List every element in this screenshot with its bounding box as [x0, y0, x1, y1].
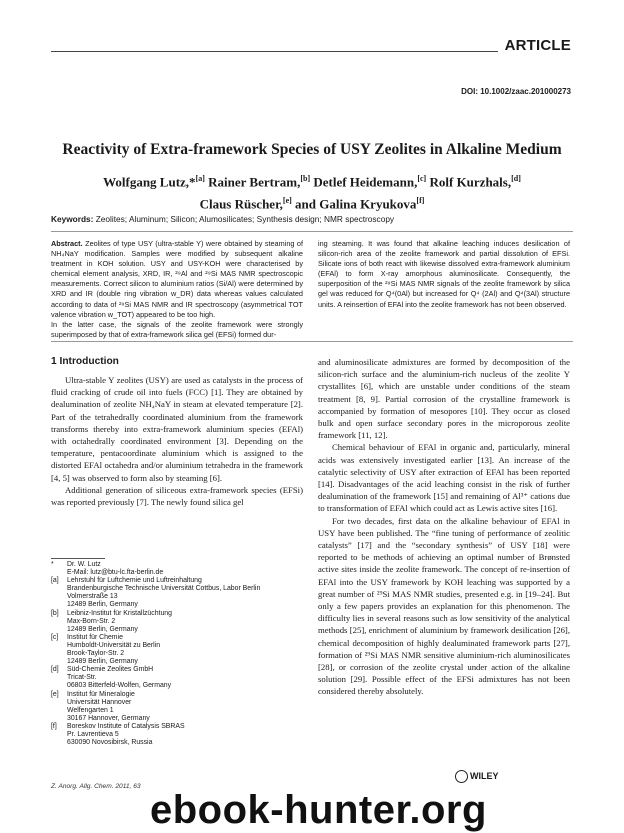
- affiliation-mark: [c]: [417, 174, 427, 183]
- footnote-entry: [51, 634, 303, 666]
- footnote-line: Brook-Taylor-Str. 2: [67, 650, 125, 658]
- footnote-line: 30167 Hannover, Germany: [67, 714, 150, 722]
- wiley-logo-icon: [455, 770, 468, 783]
- abstract-label: Abstract.: [51, 239, 83, 248]
- affiliation-mark: [d]: [511, 174, 521, 183]
- footnote-mark: [c]: [51, 633, 59, 641]
- abstract-paragraph: [51, 239, 303, 320]
- journal-footer: Z. Anorg. Allg. Chem. 2011, 63: [51, 783, 141, 790]
- body-left-column: [51, 374, 303, 508]
- author-name: and Galina Kryukova: [295, 196, 417, 212]
- publisher-logo: [455, 770, 499, 783]
- footnote-line: Volmerstraße 13: [67, 593, 118, 601]
- footnote-line: Institut für Mineralogie: [67, 690, 135, 698]
- footnote-mark: [d]: [51, 666, 59, 674]
- keywords: [51, 214, 573, 224]
- keywords-label: Keywords:: [51, 214, 94, 224]
- footnote-text: [67, 577, 303, 609]
- article-title: Reactivity of Extra-framework Species of USY Zeolites in Alkaline Medium: [62, 141, 562, 158]
- footnote-line: Leibniz-Institut für Kristallzüchtung: [67, 609, 172, 617]
- affiliation-mark: [e]: [282, 196, 292, 206]
- publisher-name: WILEY: [470, 770, 499, 781]
- section-heading: 1 Introduction: [51, 356, 119, 367]
- author-name: Rolf Kurzhals,: [429, 174, 512, 190]
- affiliation-mark: [a]: [195, 174, 205, 183]
- footnote-line: Dr. W. Lutz: [67, 561, 101, 568]
- body-paragraph: Ultra-stable Y zeolites (USY) are used as catalysts in the process of fluid cracking of crude oil into fuels (FCC) [1]. They are obtained by dealumination of zeolite NH₄NaY in steam at elevated temperature [2]. Part of the tetrahedrally coordinated aluminium from the framework transforms thereby into extra-framework aluminium species (EFAl) with octahedrally coordinated environment [3]. Depending on the temperature, pentacoordinate aluminium which is assigned to the distorted EFAl octahedra and/or aluminium tetrahedra in the framework [4, 5] was observed to form also by steaming [6].: [51, 375, 303, 483]
- footnote-entry: [51, 691, 303, 723]
- footnote-mark: [f]: [51, 722, 57, 730]
- footnote-entry: [51, 666, 303, 690]
- author-name: Detlef Heidemann,: [313, 174, 418, 190]
- author-name: Wolfgang Lutz,*: [103, 174, 196, 190]
- footnote-text: [67, 691, 303, 723]
- author-line-1: [40, 169, 584, 191]
- abstract-text: Zeolites of type USY (ultra-stable Y) were obtained by steaming of NH₄NaY modification. Samples were modified by subsequent alkaline treatment in KOH solution. USY and USY-KOH were characterised by chemical element analysis, XRD, IR, ²⁹Al and ²⁹Si MAS NMR spectroscopic measurements. Correct silicon to aluminium ratios (Si/Al) were determined by XRD and IR (double ring vibration w_DR) data whereas values calculated according to data of ²⁹Si MAS NMR and IR spectroscopy (asymmetrical TOT valence vibration w_TOT) appeared to be too high.: [51, 239, 303, 319]
- footnote-mark: [e]: [51, 690, 59, 698]
- footnote-line: Süd-Chemie Zeolites GmbH: [67, 666, 154, 674]
- footnote-line: Lehrstuhl für Luftchemie und Luftreinhaltung: [67, 577, 202, 585]
- abstract-paragraph: In the latter case, the signals of the zeolite framework were strongly superimposed by that of extra-framework silica gel (EFSi) formed dur-: [51, 319, 303, 339]
- footnote-line: Institut für Chemie: [67, 633, 123, 641]
- affiliation-mark: [b]: [300, 174, 311, 183]
- footnote-line: 12489 Berlin, Germany: [67, 658, 138, 666]
- abstract-paragraph: ing steaming. It was found that alkaline leaching induces desilication of silicon-rich area of the zeolite framework and partial dissolution of EFSi. Silicate ions of both react with likewise dissolved extra-framework aluminium (EFAl) to form X-ray amorphous aluminosilicate. Consequently, the superposition of the ²⁹Si MAS NMR signals of the zeolite framework by silica gel was reduced for Q⁴(0Al) but increased for Q⁴ (2Al) and Q⁴(3Al) structure units. A reinsertion of EFAl into the zeolite framework has not been observed.: [318, 239, 570, 309]
- footnote-line: Tricat-Str.: [67, 674, 97, 682]
- body-right-column: [318, 356, 570, 698]
- footnote-text: [67, 610, 303, 634]
- footnote-line: Max-Born-Str. 2: [67, 617, 116, 625]
- doi-text[interactable]: DOI: 10.1002/zaac.201000273: [461, 87, 571, 96]
- footnote-text: [67, 666, 303, 690]
- footnote-mark: [a]: [51, 577, 59, 585]
- footnote-line: Boreskov Institute of Catalysis SBRAS: [67, 722, 185, 730]
- footnote-line: Universität Hannover: [67, 698, 132, 706]
- footnote-line: Pr. Lavrentieva 5: [67, 730, 119, 738]
- abstract-right-column: [318, 239, 570, 310]
- footnote-mark: [b]: [51, 609, 59, 617]
- affiliation-mark: [f]: [416, 196, 425, 206]
- body-paragraph: and aluminosilicate admixtures are formed by decomposition of the silicon-rich surface and the aluminium-rich nucleus of the zeolite Y crystallites [6], which are unstable under conditions of the steam treatment [8, 9]. Partial corrosion of the crystalline framework is accompanied by formation of mesopores [10]. They occur as closed bulk and open surface secondary pores in the microporous zeolite framework [11, 12].: [318, 357, 570, 441]
- keywords-text: Zeolites; Aluminum; Silicon; Alumosilicates; Synthesis design; NMR spectroscopy: [95, 214, 395, 224]
- footnote-line: 630090 Novosibirsk, Russia: [67, 739, 153, 747]
- watermark: ebook-hunter.org: [150, 788, 487, 832]
- footnote-rule: [51, 558, 105, 559]
- footnote-text: [67, 634, 303, 666]
- affiliation-footnotes: [51, 561, 303, 747]
- abstract-top-rule: [51, 231, 573, 232]
- abstract-bottom-rule: [51, 341, 573, 342]
- footnote-line: Humboldt-Universität zu Berlin: [67, 641, 161, 649]
- footnote-mark: *: [51, 561, 54, 568]
- footnote-text: [67, 723, 303, 747]
- footnote-entry: [51, 610, 303, 634]
- author-name: Rainer Bertram,: [208, 174, 301, 190]
- author-name: Claus Rüscher,: [199, 196, 283, 212]
- footnote-entry: [51, 561, 303, 577]
- author-list: [40, 169, 584, 214]
- body-paragraph: Additional generation of siliceous extra-framework species (EFSi) was reported previously [7]. The newly found silica gel: [51, 484, 303, 508]
- footnote-entry: [51, 723, 303, 747]
- article-label: ARTICLE: [504, 37, 571, 54]
- author-line-2: [40, 191, 584, 213]
- footnote-text: [67, 561, 303, 577]
- footnote-entry: [51, 577, 303, 609]
- footnote-line: Brandenburgische Technische Universität Cottbus, Labor Berlin: [67, 585, 261, 593]
- footnote-line[interactable]: E-Mail: lutz@btu-lc.fta-berlin.de: [67, 569, 164, 577]
- footnote-line: 06803 Bitterfeld-Wolfen, Germany: [67, 682, 172, 690]
- body-paragraph: For two decades, first data on the alkaline behaviour of EFAl in USY have been published. The “fine tuning of performance of zeolitic catalysts” [17] and the “secondary synthesis” of USY [18] were reported to be methods of achieving an optimal number of Brønsted active sites inside the zeolite framework. The concept of re-insertion of EFAl into the USY framework by KOH leaching was supported by a great number of ²⁹Si MAS NMR studies, presented e.g. in [19–24]. But only a few papers provides an explanation for this phenomenon. The difficulty lies in several reasons such as low sensitivity of the analytical methods [25], enrichment of aluminium by framework desilication [26], chemical decomposition of highly dealuminated framework parts [27], formation of ²⁹Si MAS NMR sensitive aluminium-rich aluminosilicates [28], or corrosion of the zeolite crystal under action of the alkaline solution [29]. Possible effect of the EFSi admixtures has not been considered thereby absolutely.: [318, 515, 570, 697]
- header-rule: [51, 51, 498, 52]
- body-paragraph: Chemical behaviour of EFAl in organic and, particularly, mineral acids was extensively investigated earlier [13]. An increase of the catalytic selectivity of USY after extraction of EFAl has been reported [14]. Disadvantages of the acid leaching consist in the risk of further dealumination of the framework [15] and remaining of Al³⁺ cations due to transformation of EFAl which could act as Lewis active sites [16].: [318, 442, 570, 514]
- footnote-line: 12489 Berlin, Germany: [67, 625, 138, 633]
- footnote-line: Welfengarten 1: [67, 706, 114, 714]
- footnote-line: 12489 Berlin, Germany: [67, 601, 138, 609]
- abstract-left-column: [51, 239, 303, 340]
